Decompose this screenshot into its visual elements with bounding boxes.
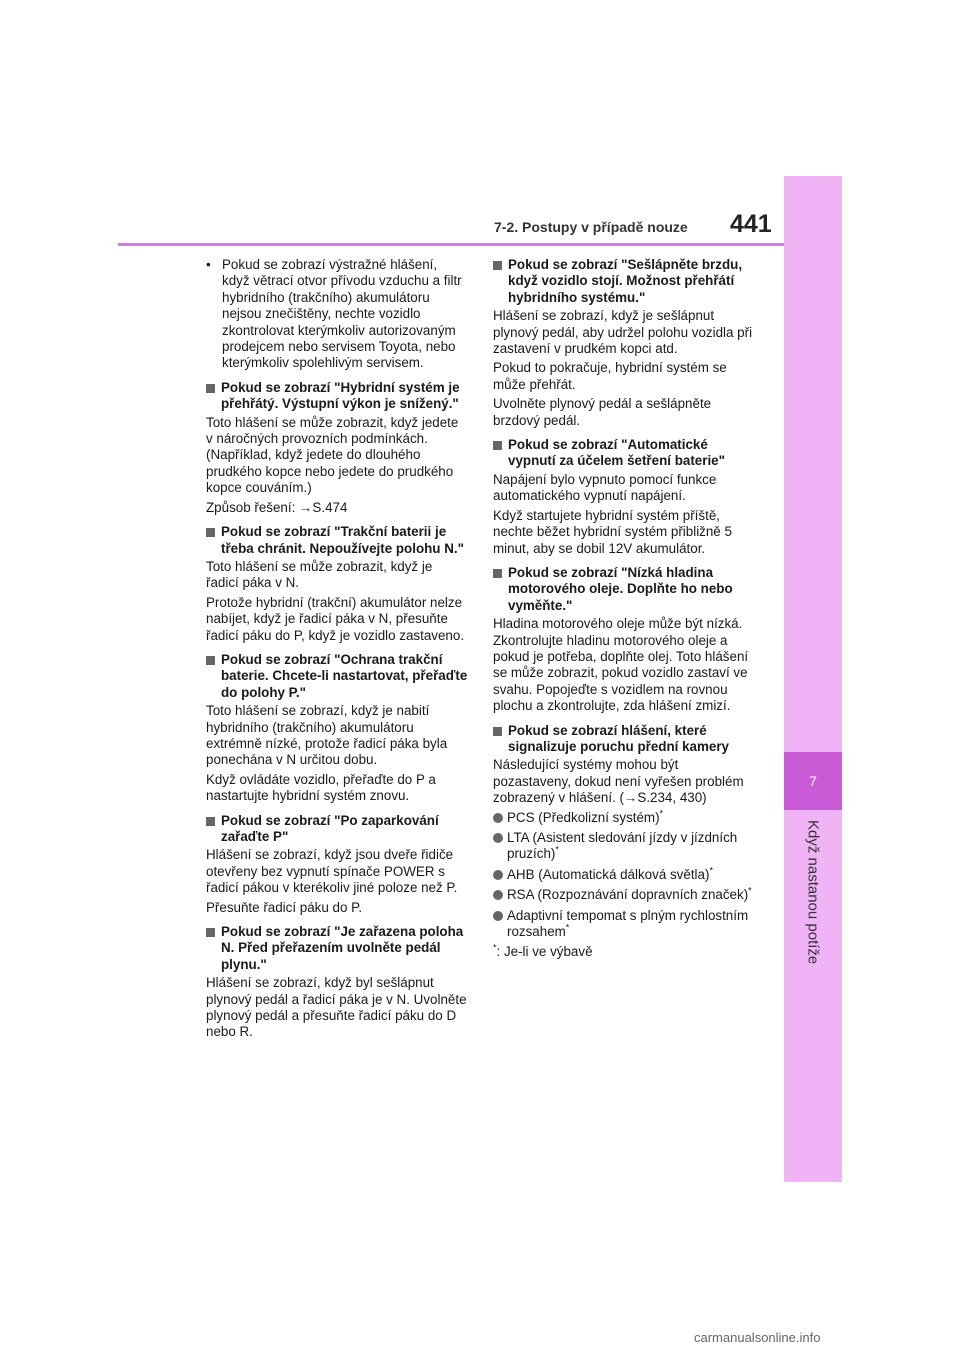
- square-bullet-icon: [206, 928, 215, 937]
- section-heading: [493, 723, 755, 756]
- list-item: [493, 810, 755, 826]
- footnote-marker: *: [659, 808, 664, 819]
- chapter-title: [784, 820, 842, 1020]
- circle-bullet-icon: [493, 833, 503, 843]
- list-item: [206, 257, 468, 372]
- heading-text: Pokud se zobrazí "Nízká hladina motorového oleje. Doplňte ho nebo vyměňte.": [508, 564, 733, 613]
- paragraph-link[interactable]: Způsob řešení: →S.474: [206, 499, 348, 515]
- paragraph: Pokud to pokračuje, hybridní systém se může přehřát.: [493, 360, 727, 392]
- section-heading: [206, 380, 468, 413]
- circle-bullet-icon: [493, 890, 503, 900]
- footnote-marker: *: [555, 844, 559, 855]
- right-column: [493, 257, 755, 961]
- section-heading: [493, 565, 755, 614]
- footnote: [493, 944, 755, 960]
- paragraph: Když startujete hybridní systém příště, nechte běžet hybridní systém přibližně 5 minut, aby se dobil 12V akumulátor.: [493, 507, 732, 556]
- section-heading: [206, 652, 468, 701]
- square-bullet-icon: [493, 569, 502, 578]
- heading-text: Pokud se zobrazí "Sešlápněte brzdu, když vozidlo stojí. Možnost přehřátí hybridního systému.": [508, 257, 743, 305]
- square-bullet-icon: [206, 817, 215, 826]
- paragraph: Uvolněte plynový pedál a sešlápněte brzdový pedál.: [493, 396, 712, 428]
- chapter-number: 7: [784, 752, 842, 810]
- list-item: [493, 908, 755, 941]
- item-text: AHB (Automatická dálková světla): [507, 866, 710, 882]
- paragraph: Toto hlášení se může zobrazit, když jedete v náročných provozních podmínkách. (Například, když jedete do dlouhého prudkého kopce nebo jedete do prudkého kopce couváním.): [206, 414, 459, 496]
- item-text: PCS (Předkolizní systém): [507, 809, 660, 825]
- square-bullet-icon: [493, 441, 502, 450]
- paragraph: Hlášení se zobrazí, když je sešlápnut plynový pedál, aby udržel polohu vozidla při zastavení v prudkém kopci atd.: [493, 308, 753, 357]
- item-text: RSA (Rozpoznávání dopravních značek): [507, 887, 749, 903]
- paragraph: Přesuňte řadicí páku do P.: [206, 899, 363, 915]
- circle-bullet-icon: [493, 870, 503, 880]
- heading-text: Pokud se zobrazí "Je zařazena poloha N. Před přeřazením uvolněte pedál plynu.": [221, 924, 464, 972]
- heading-text: Pokud se zobrazí "Trakční baterii je třeba chránit. Nepoužívejte polohu N.": [221, 524, 464, 556]
- section-heading: [206, 813, 468, 846]
- paragraph: Hladina motorového oleje může být nízká. Zkontrolujte hladinu motorového oleje a pokud je potřeba, doplňte olej. Toto hlášení se může zobrazit, pokud vozidlo zastaví ve svahu. Popojeďte s vozidlem na rovnou plochu a zkontrolujte, zda hlášení zmizí.: [493, 616, 749, 714]
- left-column: [206, 257, 468, 1044]
- chapter-side-tab: [784, 176, 842, 1182]
- paragraph: Napájení bylo vypnuto pomocí funkce automatického vypnutí napájení.: [493, 471, 717, 504]
- item-text: Adaptivní tempomat s plným rychlostním rozsahem: [507, 907, 749, 940]
- footnote-marker: *: [748, 885, 752, 896]
- footnote-marker: *: [565, 922, 570, 933]
- footnote-marker: *: [709, 865, 713, 876]
- heading-text: Pokud se zobrazí hlášení, které signalizuje poruchu přední kamery: [508, 722, 729, 754]
- bullet-icon: •: [206, 257, 211, 272]
- heading-text: Pokud se zobrazí "Automatické vypnutí za účelem šetření baterie": [508, 437, 725, 469]
- paragraph: Protože hybridní (trakční) akumulátor nelze nabíjet, když je řadicí páka v N, přesuňte řadicí páku do P, když je vozidlo zastaveno.: [206, 594, 465, 643]
- square-bullet-icon: [493, 261, 502, 270]
- section-title: 7-2. Postupy v případě nouze: [494, 219, 688, 235]
- section-heading: [206, 924, 468, 973]
- paragraph: Když ovládáte vozidlo, přeřaďte do P a nastartujte hybridní systém znovu.: [206, 771, 436, 804]
- paragraph: Toto hlášení se může zobrazit, když je řadicí páka v N.: [206, 558, 433, 591]
- footnote-text: : Je-li ve výbavě: [496, 944, 593, 960]
- footnote-marker: *: [493, 942, 497, 953]
- list-item: [493, 887, 755, 903]
- heading-text: Pokud se zobrazí "Hybridní systém je přehřátý. Výstupní výkon je snížený.": [221, 379, 460, 412]
- square-bullet-icon: [206, 528, 215, 537]
- paragraph-link[interactable]: Následující systémy mohou být pozastaveny, dokud není vyřešen problém zobrazený v hlášení. (→S.234, 430): [493, 757, 744, 806]
- section-heading: [206, 524, 468, 557]
- watermark: carmanualsonline.info: [694, 1330, 821, 1345]
- paragraph: Toto hlášení se zobrazí, když je nabití hybridního (trakčního) akumulátoru extrémně nízké, protože řadicí páka byla ponechána v N určitou dobu.: [206, 703, 448, 768]
- section-heading: [493, 437, 755, 470]
- paragraph: Hlášení se zobrazí, když jsou dveře řidiče otevřeny bez vypnutí spínače POWER s řadicí pákou v kterékoliv jiné poloze než P.: [206, 847, 458, 896]
- list-item: [493, 830, 755, 863]
- square-bullet-icon: [493, 727, 502, 736]
- circle-bullet-icon: [493, 911, 503, 921]
- chapter-title-text: Když nastanou potíže: [804, 820, 822, 965]
- section-heading: [493, 257, 755, 306]
- page-number: 441: [730, 210, 772, 238]
- bullet-text: Pokud se zobrazí výstražné hlášení, když větrací otvor přívodu vzduchu a filtr hybridního (trakčního) akumulátoru nejsou znečištěny, nechte vozidlo zkontrolovat kterýmkoliv autorizovaným prodejcem nebo servisem Toyota, nebo kterýmkoliv spolehlivým servisem.: [222, 257, 462, 371]
- heading-text: Pokud se zobrazí "Po zaparkování zařaďte P": [221, 812, 439, 844]
- heading-text: Pokud se zobrazí "Ochrana trakční baterie. Chcete-li nastartovat, přeřaďte do polohy P.": [221, 651, 468, 700]
- square-bullet-icon: [206, 384, 215, 393]
- circle-bullet-icon: [493, 813, 503, 823]
- list-item: [493, 867, 755, 883]
- header-divider: [118, 243, 784, 246]
- paragraph: Hlášení se zobrazí, když byl sešlápnut plynový pedál a řadicí páka je v N. Uvolněte plynový pedál a přesuňte řadicí páku do D nebo R.: [206, 975, 467, 1040]
- item-text: LTA (Asistent sledování jízdy v jízdních pruzích): [507, 830, 738, 862]
- square-bullet-icon: [206, 656, 215, 665]
